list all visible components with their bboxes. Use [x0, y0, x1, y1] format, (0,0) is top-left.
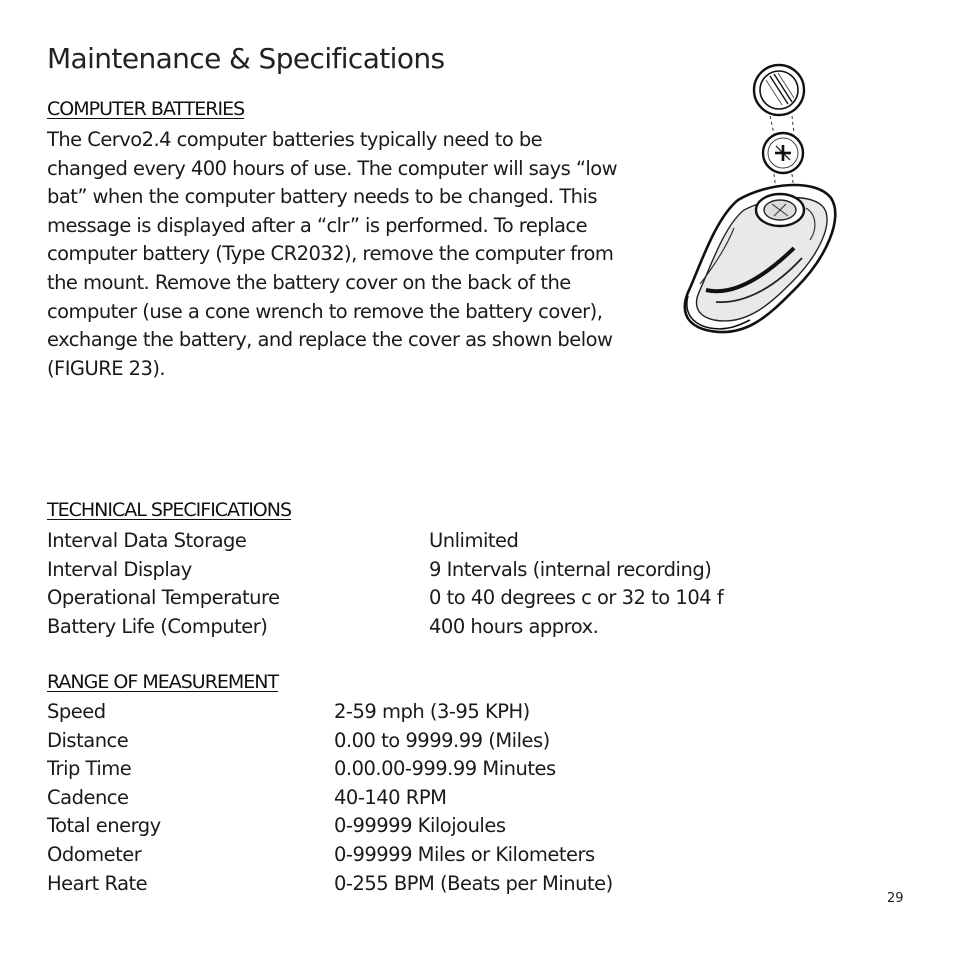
- batteries-paragraph: [47, 126, 667, 383]
- spec-value: 0-99999 Kilojoules: [334, 814, 506, 838]
- coin-battery-illustration: [763, 133, 803, 173]
- spec-value: 9 Intervals (internal recording): [429, 557, 712, 581]
- spec-value: 400 hours approx.: [429, 614, 599, 638]
- spec-label: Speed: [47, 700, 106, 723]
- spec-row: [47, 584, 723, 613]
- range-of-measurement-table: [47, 698, 613, 898]
- spec-label: Total energy: [47, 814, 161, 838]
- paragraph-line: (FIGURE 23).: [47, 356, 166, 380]
- battery-replacement-figure: [676, 58, 844, 340]
- paragraph-line: computer battery (Type CR2032), remove the computer from: [47, 242, 614, 266]
- spec-value: 0-99999 Miles or Kilometers: [334, 842, 595, 866]
- spec-label: Heart Rate: [47, 871, 148, 895]
- spec-value: 0-255 BPM (Beats per Minute): [334, 871, 613, 895]
- spec-value: 0 to 40 degrees c or 32 to 104 f: [429, 586, 724, 610]
- paragraph-line: exchange the battery, and replace the cover as shown below: [47, 328, 613, 352]
- spec-label: Trip Time: [47, 757, 132, 781]
- spec-label: Distance: [47, 728, 129, 752]
- spec-row: [47, 841, 613, 870]
- spec-value: 0.00.00-999.99 Minutes: [334, 757, 556, 781]
- range-of-measurement-heading: RANGE OF MEASUREMENT: [47, 671, 279, 693]
- spec-row: [47, 870, 613, 899]
- spec-value: 2-59 mph (3-95 KPH): [334, 700, 530, 723]
- spec-label: Cadence: [47, 785, 129, 809]
- paragraph-line: computer (use a cone wrench to remove the battery cover),: [47, 299, 603, 323]
- spec-value: 0.00 to 9999.99 (Miles): [334, 728, 550, 752]
- spec-row: [47, 527, 723, 556]
- spec-label: Odometer: [47, 842, 142, 866]
- paragraph-line: The Cervo2.4 computer batteries typically need to be: [47, 128, 543, 151]
- spec-value: 40-140 RPM: [334, 785, 447, 809]
- page-number: 29: [887, 891, 904, 906]
- spec-row: [47, 698, 613, 727]
- spec-label: Battery Life (Computer): [47, 614, 268, 638]
- paragraph-line: message is displayed after a “clr” is performed. To replace: [47, 213, 588, 237]
- spec-row: [47, 613, 723, 642]
- spec-row: [47, 812, 613, 841]
- spec-row: [47, 755, 613, 784]
- spec-row: [47, 727, 613, 756]
- paragraph-line: the mount. Remove the battery cover on the back of the: [47, 270, 571, 294]
- spec-value: Unlimited: [429, 529, 519, 552]
- spec-label: Interval Display: [47, 557, 192, 581]
- spec-label: Operational Temperature: [47, 586, 280, 610]
- spec-label: Interval Data Storage: [47, 529, 247, 552]
- battery-cover-illustration: [754, 65, 804, 115]
- computer-body-illustration: [685, 185, 835, 332]
- technical-specs-heading: TECHNICAL SPECIFICATIONS: [47, 499, 292, 521]
- technical-specs-table: [47, 527, 723, 641]
- spec-row: [47, 556, 723, 585]
- paragraph-line: bat” when the computer battery needs to be changed. This: [47, 185, 597, 209]
- page-title: Maintenance & Specifications: [47, 42, 445, 75]
- paragraph-line: changed every 400 hours of use. The computer will says “low: [47, 156, 618, 180]
- batteries-heading: COMPUTER BATTERIES: [47, 98, 245, 120]
- spec-row: [47, 784, 613, 813]
